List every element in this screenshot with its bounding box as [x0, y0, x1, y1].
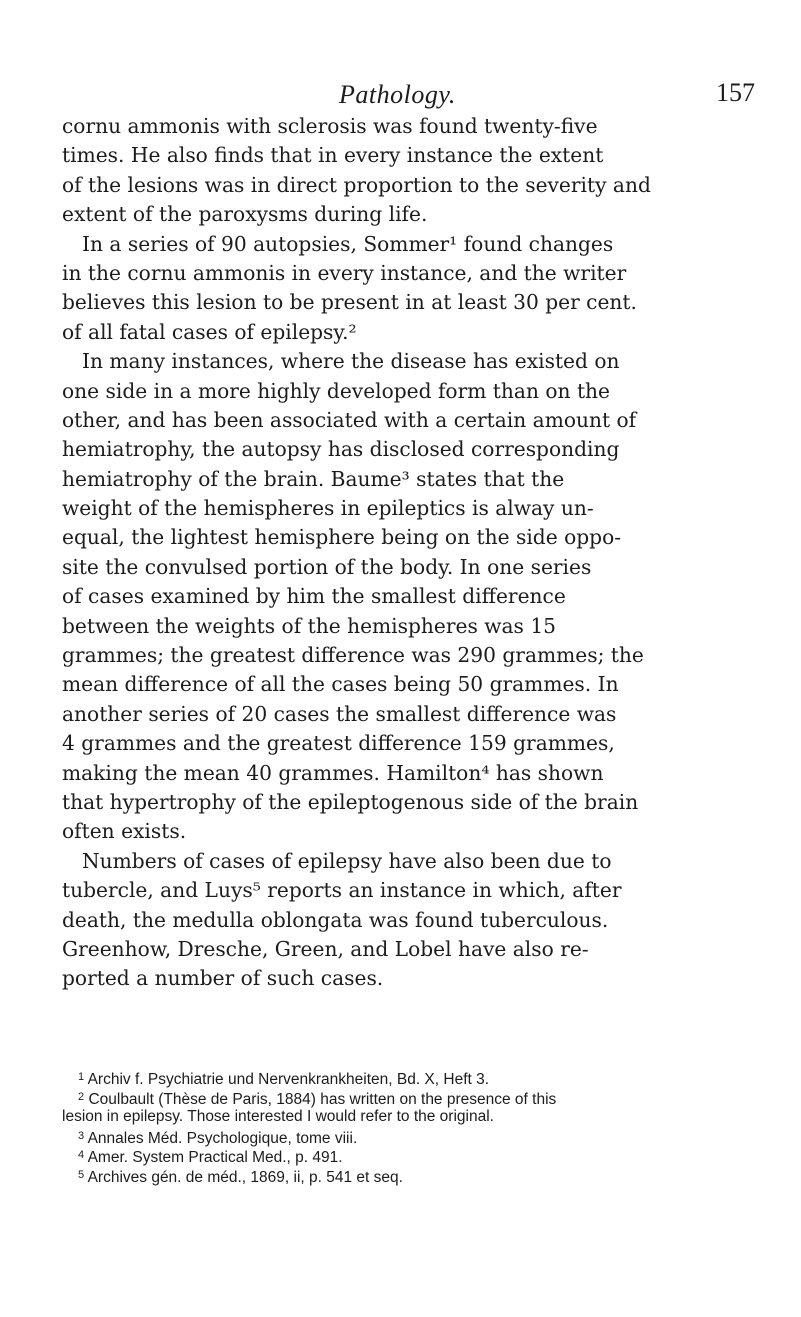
footnote-text: Archiv f. Psychiatrie und Nervenkrankheiten, Bd. X, Heft 3.: [87, 1071, 490, 1088]
footnote-marker: 5: [78, 1168, 85, 1181]
running-head: Pathology.: [339, 80, 456, 109]
footnote: [62, 1088, 762, 1108]
text-line: site the convulsed portion of the body. In one series: [62, 554, 592, 579]
text-line: making the mean 40 grammes. Hamilton⁴ has shown: [62, 760, 604, 785]
footnote-text: Amer. System Practical Med., p. 491.: [87, 1149, 343, 1167]
text-line: tubercle, and Luys⁵ reports an instance in which, after: [62, 878, 622, 903]
footnote-text: Annales Méd. Psychologique, tome viii.: [87, 1129, 358, 1147]
text-line: hemiatrophy, the autopsy has disclosed corresponding: [62, 437, 620, 462]
text-line: of the lesions was in direct proportion to the severity and: [62, 172, 651, 197]
text-line: of all fatal cases of epilepsy.²: [62, 319, 357, 344]
footnote: [62, 1146, 762, 1166]
text-line: other, and has been associated with a certain amount of: [62, 407, 637, 432]
footnote-text: lesion in epilepsy. Those interested I would refer to the original.: [62, 1108, 494, 1126]
text-line: equal, the lightest hemisphere being on the side oppo-: [62, 525, 622, 550]
footnote: [62, 1068, 762, 1088]
text-line: one side in a more highly developed form than on the: [62, 378, 610, 403]
text-line: extent of the paroxysms during life.: [62, 202, 428, 227]
footnote-text: Archives gén. de méd., 1869, ii, p. 541 et seq.: [87, 1168, 403, 1186]
footnote-marker: 3: [78, 1129, 85, 1142]
body-text: [62, 112, 752, 994]
footnote: [62, 1127, 762, 1147]
text-line: In many instances, where the disease has existed on: [82, 349, 620, 374]
text-line: death, the medulla oblongata was found tuberculous.: [62, 907, 609, 932]
text-line: Numbers of cases of epilepsy have also been due to: [82, 848, 612, 873]
footnote-marker: 2: [78, 1090, 85, 1103]
text-line: in the cornu ammonis in every instance, and the writer: [62, 260, 627, 285]
text-line: hemiatrophy of the brain. Baume³ states that the: [62, 466, 565, 491]
text-line: that hypertrophy of the epileptogenous side of the brain: [62, 789, 639, 814]
text-line: weight of the hemispheres in epileptics is alway un-: [62, 496, 594, 521]
footnote-continuation: [62, 1107, 762, 1127]
text-line: mean difference of all the cases being 50 grammes. In: [62, 672, 619, 697]
page-number: 157: [716, 78, 755, 107]
footnote-marker: 1: [78, 1071, 85, 1083]
footnote-marker: 4: [78, 1149, 85, 1162]
text-line: of cases examined by him the smallest difference: [62, 584, 566, 609]
text-line: another series of 20 cases the smallest difference was: [62, 701, 617, 726]
text-line: believes this lesion to be present in at least 30 per cent.: [62, 290, 637, 315]
text-line: 4 grammes and the greatest difference 159 grammes,: [62, 731, 615, 756]
footnote-text: Coulbault (Thèse de Paris, 1884) has written on the presence of this: [88, 1090, 557, 1108]
page-header: [0, 76, 801, 116]
footnote: [62, 1166, 762, 1186]
text-line: times. He also finds that in every instance the extent: [62, 143, 604, 168]
text-line: often exists.: [62, 819, 187, 844]
text-line: ported a number of such cases.: [62, 966, 384, 991]
text-line: Greenhow, Dresche, Green, and Lobel have also re-: [62, 936, 589, 961]
text-line: grammes; the greatest difference was 290 grammes; the: [62, 643, 644, 668]
footnotes: [62, 1068, 762, 1186]
text-line: cornu ammonis with sclerosis was found twenty-five: [62, 114, 598, 138]
text-line: between the weights of the hemispheres was 15: [62, 613, 557, 638]
text-line: In a series of 90 autopsies, Sommer¹ found changes: [82, 231, 614, 256]
